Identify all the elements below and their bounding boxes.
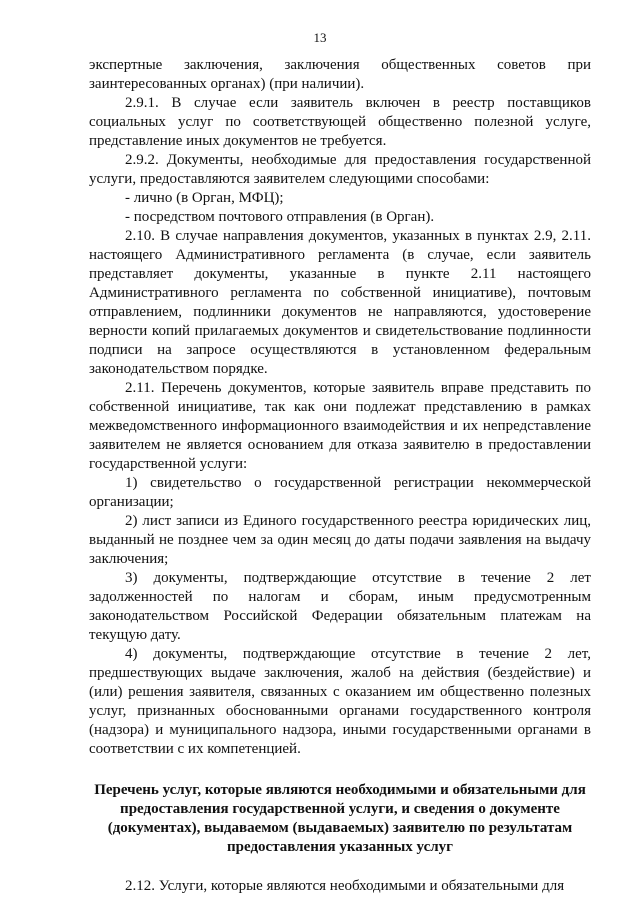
paragraph-continuation: экспертные заключения, заключения общественных советов при заинтересованных органах) (при наличии). [89, 57, 591, 92]
paragraph-2-10: 2.10. В случае направления документов, указанных в пунктах 2.9, 2.11. настоящего Административного регламента (в случае, если заявитель представляет документы, указанные в пункте 2.11 настоящего Административного регламента по собственной инициативе), почтовым отправлением, подлинники документов не направляются, удостоверение верности копий прилагаемых документов и свидетельствование подлинности подписи на запросе осуществляются в установленном федеральным законодательством порядке. [89, 228, 591, 377]
paragraph-2-11: 2.11. Перечень документов, которые заявитель вправе представить по собственной инициативе, так как они подлежат представлению в рамках межведомственного информационного взаимодействия и их непредставление заявителем не является основанием для отказа заявителю в предоставлении государственной услуги: [89, 380, 591, 472]
list-item-3: 3) документы, подтверждающие отсутствие в течение 2 лет задолженностей по налогам и сборам, иным предусмотренным законодательством Российской Федерации обязательным платежам на текущую дату. [89, 570, 591, 643]
list-item-in-person: - лично (в Орган, МФЦ); [125, 190, 284, 206]
list-item-1: 1) свидетельство о государственной регистрации некоммерческой организации; [89, 475, 591, 510]
list-item-by-mail: - посредством почтового отправления (в Орган). [125, 209, 435, 225]
section-heading: Перечень услуг, которые являются необходимыми и обязательными для предоставления государственной услуги, и сведения о документе (документах), выдаваемом (выдаваемых) заявителю по результатам предоставления указанных услуг [94, 782, 586, 855]
document-body [89, 56, 591, 896]
page-number: 13 [313, 30, 327, 45]
list-item-2: 2) лист записи из Единого государственного реестра юридических лиц, выданный не позднее чем за один месяц до даты подачи заявления на выдачу заключения; [89, 513, 591, 567]
list-item-4: 4) документы, подтверждающие отсутствие в течение 2 лет, предшествующих выдаче заключения, жалоб на действия (бездействие) и (или) решения заявителя, связанных с оказанием им общественно полезных услуг, признанных обоснованными органами государственного контроля (надзора) и муниципального надзора, иными государственными органами в соответствии с их компетенцией. [89, 646, 591, 757]
paragraph-2-9-2: 2.9.2. Документы, необходимые для предоставления государственной услуги, предоставляются заявителем следующими способами: [89, 152, 591, 187]
paragraph-2-9-1: 2.9.1. В случае если заявитель включен в реестр поставщиков социальных услуг по соответствующей общественно полезной услуге, представление иных документов не требуется. [89, 95, 591, 149]
paragraph-2-12: 2.12. Услуги, которые являются необходимыми и обязательными для [125, 878, 565, 894]
